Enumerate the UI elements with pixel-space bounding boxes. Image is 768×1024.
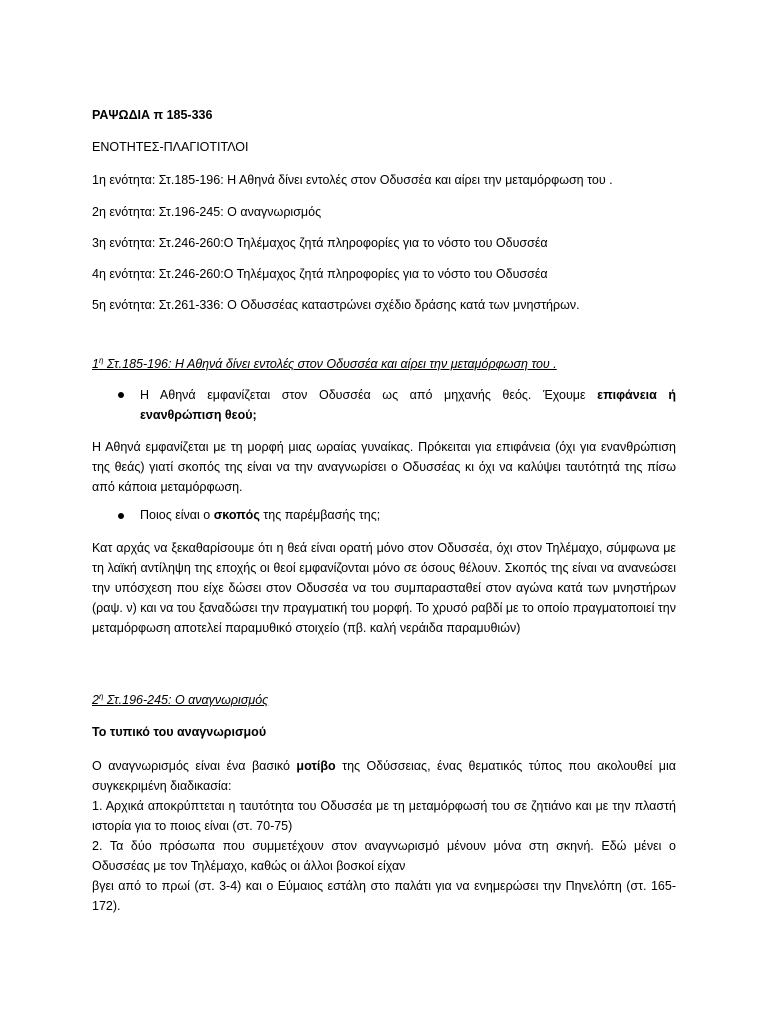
part2-p1-c: της Οδύσσειας, ένας θεματικός τύπος που ακολουθεί μια συγκεκριμένη διαδικασία: — [92, 759, 676, 793]
part2-item-1: 1. Αρχικά αποκρύπτεται η ταυτότητα του Οδυσσέα με τη μεταμόρφωσή του σε ζητιάνο και με την πλαστή ιστορία για το ποιος είναι (στ. 70-75) — [92, 799, 676, 833]
part2-subheading: Το τυπικό του αναγνωρισμού — [92, 725, 267, 739]
unit-line-4: 4η ενότητα: Στ.246-260:Ο Τηλέμαχος ζητά πληροφορίες για το νόστο του Οδυσσέα — [92, 267, 548, 281]
bullet-dot — [118, 392, 124, 398]
part2-body — [92, 756, 676, 916]
part1-sup: η — [98, 355, 104, 365]
part2-p1-b: μοτίβο — [296, 759, 336, 773]
part1-paragraph-2 — [92, 538, 676, 638]
question-1 — [140, 385, 676, 425]
bullet-dot — [118, 513, 124, 519]
part1-paragraph-1-text: Η Αθηνά εμφανίζεται με τη μορφή μιας ωραίας γυναίκας. Πρόκειται για επιφάνεια (όχι για ενανθρώπιση της θεάς) γιατί σκοπός της είναι να την αναγνωρίσει ο Οδυσσέας κι όχι να καλύψει ταυτότητά της πίσω από κάποια μεταμόρφωση. — [92, 440, 676, 494]
question-1-text-a: Η Αθηνά εμφανίζεται στον Οδυσσέα ως από μηχανής θεός. Έχουμε — [140, 388, 598, 402]
part1-heading-text: Στ.185-196: Η Αθηνά δίνει εντολές στον Οδυσσέα και αίρει την μεταμόρφωση του . — [103, 357, 557, 371]
part1-number: 1 — [92, 357, 99, 371]
part2-p1-a: Ο αναγνωρισμός είναι ένα βασικό — [92, 759, 297, 773]
part2-sup: η — [98, 691, 104, 701]
part2-item-2-cont: βγει από το πρωί (στ. 3-4) και ο Εύμαιος εστάλη στο παλάτι για να ενημερώσει την Πηνελόπη (στ. 165-172). — [92, 879, 676, 913]
part2-paragraph-1 — [92, 756, 676, 796]
document-title: ΡΑΨΩΔΙΑ π 185-336 — [92, 108, 213, 122]
part2-heading — [92, 692, 268, 709]
unit-line-2: 2η ενότητα: Στ.196-245: Ο αναγνωρισμός — [92, 205, 322, 219]
sections-heading: ΕΝΟΤΗΤΕΣ-ΠΛΑΓΙΟΤΙΤΛΟΙ — [92, 140, 249, 154]
part1-paragraph-1 — [92, 437, 676, 497]
part1-paragraph-2-text: Κατ αρχάς να ξεκαθαρίσουμε ότι η θεά είναι ορατή μόνο στον Οδυσσέα, όχι στον Τηλέμαχο, σύμφωνα με τη λαϊκή αντίληψη της εποχής οι θεοί εμφανίζονται μόνο σε όσους θέλουν. Σκοπός της είναι να ανανεώσει την υπόσχεση που είχε δώσει στον Οδυσσέα να του συμπαρασταθεί στον αγώνα κατά των μνηστήρων (ραψ. ν) και να του ξαναδώσει την πραγματική του μορφή. Το χρυσό ραβδί με το οποίο πραγματοποιεί την μεταμόρφωση αποτελεί παραμυθικό στοιχείο (πβ. καλή νεράιδα παραμυθιών) — [92, 541, 676, 635]
unit-line-5: 5η ενότητα: Στ.261-336: Ο Οδυσσέας καταστρώνει σχέδιο δράσης κατά των μνηστήρων. — [92, 298, 580, 312]
part2-item-2: 2. Τα δύο πρόσωπα που συμμετέχουν στον αναγνωρισμό μένουν μόνα στη σκηνή. Εδώ μένει ο Οδυσσέας με τον Τηλέμαχο, καθώς οι άλλοι βοσκοί είχαν — [92, 839, 676, 873]
question-1-text-c: ενανθρώπιση — [140, 408, 222, 422]
part2-heading-text: Στ.196-245: Ο αναγνωρισμός — [103, 693, 269, 707]
unit-line-3: 3η ενότητα: Στ.246-260:Ο Τηλέμαχος ζητά πληροφορίες για το νόστο του Οδυσσέα — [92, 236, 548, 250]
question-1-text-d: θεού; — [221, 408, 257, 422]
part2-number: 2 — [92, 693, 99, 707]
question-1-text-b: επιφάνεια ή — [597, 388, 676, 402]
part1-heading — [92, 356, 557, 373]
question-2-text-c: της παρέμβασής της; — [259, 508, 381, 522]
question-2-text-a: Ποιος είναι ο — [140, 508, 214, 522]
unit-line-1: 1η ενότητα: Στ.185-196: Η Αθηνά δίνει εντολές στον Οδυσσέα και αίρει την μεταμόρφωση του . — [92, 173, 613, 187]
question-2-text-b: σκοπός — [213, 508, 260, 522]
question-2 — [140, 507, 380, 524]
